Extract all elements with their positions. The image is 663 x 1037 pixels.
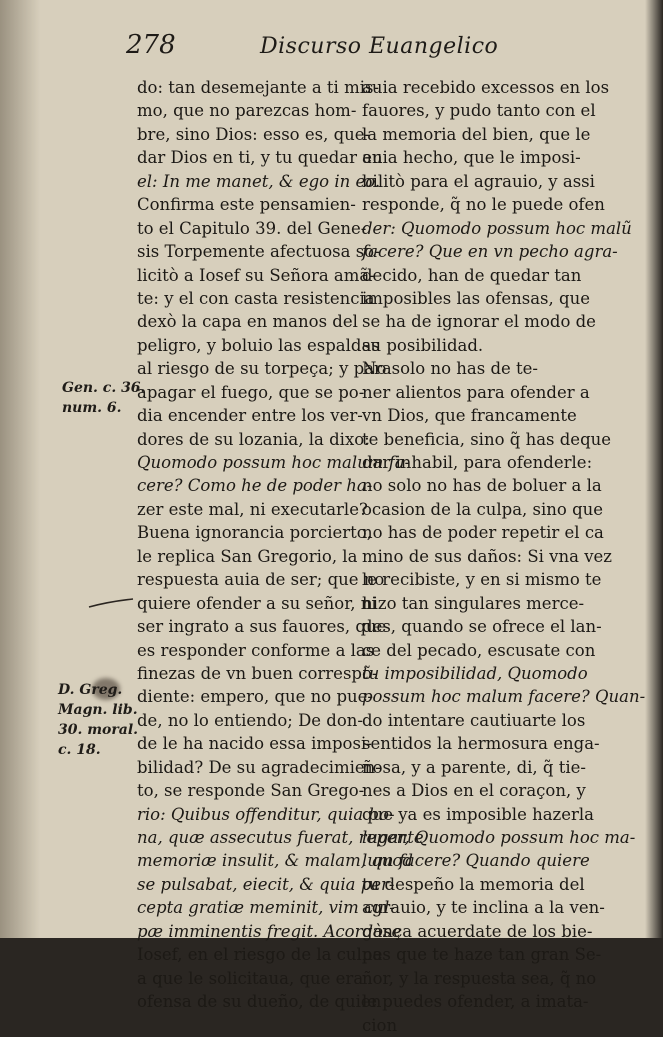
text-line: lugar, Quomodo possum hoc ma-	[362, 828, 636, 847]
text-line: ner alientos para ofender a	[362, 382, 590, 402]
text-line: diente: empero, que no pue-	[137, 687, 374, 707]
text-line: respuesta auia de ser; que no	[137, 570, 385, 590]
text-line: peligro, y boluio las espaldas	[137, 335, 380, 355]
pen-stroke-mark	[88, 597, 134, 609]
text-line: gança acuerdate de los bie-	[362, 921, 593, 941]
text-line: apagar el fuego, que se po-	[137, 382, 365, 402]
text-line: to, se responde San Grego-	[137, 781, 365, 801]
text-line: mino de sus daños: Si vna vez	[362, 546, 612, 566]
text-line: a que le solicitaua, que era	[137, 968, 364, 988]
text-line: quiere ofender a su señor, ni	[137, 593, 377, 613]
text-line: lum facere? Quando quiere	[362, 851, 590, 871]
text-line: possum hoc malum facere? Quan-	[362, 687, 646, 707]
text-line: hizo tan singulares merce-	[362, 593, 585, 613]
text-line: cion	[362, 1015, 398, 1035]
text-line: dar inhabil, para ofenderle:	[362, 453, 593, 472]
text-line: vn Dios, que francamente	[362, 406, 577, 426]
text-line: na, quæ assecutus fuerat, repente	[137, 828, 424, 847]
text-line: se ha de ignorar el modo de	[362, 312, 596, 332]
text-line: memoriæ insulit, & malam, quod	[137, 851, 413, 871]
margin-note-line: c. 18.	[58, 742, 101, 758]
text-line: te: y el con casta resistencia	[137, 288, 375, 308]
text-line: rio: Quibus offenditur, quia bo-	[137, 804, 395, 824]
text-line: no solo no has de boluer a la	[362, 476, 602, 496]
text-line: do intentare cautiuarte los	[362, 710, 586, 730]
text-line: to el Capitulo 39. del Gene-	[137, 218, 367, 238]
text-line: auia recebido excessos en los	[362, 78, 610, 97]
text-line: tu despeño la memoria del	[362, 874, 585, 894]
text-line: no has de poder repetir el ca	[362, 523, 604, 543]
text-line: Quomodo possum hoc malum fa-	[137, 453, 411, 472]
text-line: ocasion de la culpa, sino que	[362, 499, 604, 519]
text-line: ce del pecado, escusate con	[362, 640, 596, 660]
text-line: agrauio, y te inclina a la ven-	[362, 898, 605, 918]
text-line: Iosef, en el riesgo de la culpa	[137, 945, 383, 965]
text-line: te beneficia, sino q̃ has deque	[362, 429, 612, 449]
text-line: su posibilidad.	[362, 335, 484, 355]
running-title: Discurso Euangelico	[260, 34, 499, 59]
right-text-column	[362, 76, 646, 1037]
text-line: tu imposibilidad, Quomodo	[362, 663, 588, 683]
text-line: nes que te haze tan gran Se-	[362, 945, 602, 965]
text-line: el: In me manet, & ego in eo.	[137, 171, 381, 191]
text-line: sentidos la hermosura enga-	[362, 734, 600, 754]
text-line: dexò la capa en manos del	[137, 312, 358, 332]
text-line: cepta gratiæ meminit, vim cul-	[137, 898, 395, 918]
margin-note-gregory	[58, 680, 138, 760]
text-line: le replica San Gregorio, la	[137, 546, 358, 566]
page-header	[126, 26, 526, 66]
text-line: la memoria del bien, que le	[362, 124, 591, 144]
text-line: ser ingrato a sus fauores, que	[137, 617, 387, 637]
text-line: pæ imminentis fregit. Acordòse	[137, 921, 402, 941]
text-line: licitò a Iosef su Señora amã-	[137, 265, 375, 285]
text-line: responde, q̃ no le puede ofen	[362, 195, 605, 215]
text-line: de le ha nacido essa imposi-	[137, 734, 372, 754]
text-line: al riesgo de su torpeça; y para	[137, 359, 392, 379]
text-line: ñosa, y a parente, di, q̃ tie-	[362, 757, 586, 777]
text-line: do: tan desemejante a ti mis-	[137, 78, 380, 97]
margin-note-genesis	[62, 378, 145, 418]
text-line: nes a Dios en el coraçon, y	[362, 781, 586, 801]
text-line: es responder conforme a las	[137, 640, 375, 660]
text-line: bilidad? De su agradecimien-	[137, 757, 381, 777]
text-line: se pulsabat, eiecit, & quia per-	[137, 874, 395, 894]
text-line: le recibiste, y en si mismo te	[362, 570, 602, 590]
text-line: der: Quomodo possum hoc malũ	[362, 218, 632, 238]
margin-note-line: num. 6.	[62, 400, 122, 416]
text-line: finezas de vn buen correspõ-	[137, 663, 378, 683]
page-number: 278	[126, 30, 176, 60]
text-line: cere? Como he de poder ha-	[137, 476, 373, 496]
text-line: dores de su lozania, la dixo:	[137, 429, 370, 449]
text-line: mo, que no parezcas hom-	[137, 101, 357, 121]
text-line: que ya es imposible hazerla	[362, 804, 595, 824]
text-line: bre, sino Dios: esso es, que-	[137, 124, 371, 144]
text-line: le puedes ofender, a imata-	[362, 992, 589, 1012]
text-line: zer este mal, ni executarle?	[137, 499, 368, 519]
text-line: fauores, y pudo tanto con el	[362, 101, 596, 121]
text-line: ñor, y la respuesta sea, q̃ no	[362, 968, 597, 988]
text-line: dia encender entre los ver-	[137, 406, 363, 426]
text-line: bilitò para el agrauio, y assi	[362, 171, 595, 191]
margin-note-line: 30. moral.	[58, 722, 139, 738]
margin-note-line: Magn. lib.	[58, 702, 138, 718]
margin-note-line: Gen. c. 36.	[62, 380, 146, 396]
text-line: des, quando se ofrece el lan-	[362, 617, 602, 637]
text-line: decido, han de quedar tan	[362, 265, 582, 285]
text-line: facere? Que en vn pecho agra-	[362, 242, 618, 262]
text-line: Confirma este pensamien-	[137, 195, 356, 215]
text-line: de, no lo entiendo; De don-	[137, 710, 364, 730]
text-line: sis Torpemente afectuosa so-	[137, 242, 380, 262]
text-line: auia hecho, que le imposi-	[362, 148, 581, 168]
text-line: imposibles las ofensas, que	[362, 288, 590, 308]
text-line: dar Dios en ti, y tu quedar en	[137, 148, 383, 168]
margin-note-line: D. Greg.	[58, 682, 123, 698]
text-line: ofensa de su dueño, de quien	[137, 992, 382, 1012]
text-line: No solo no has de te-	[362, 359, 538, 379]
text-line: Buena ignorancia porcierto,	[137, 523, 372, 543]
